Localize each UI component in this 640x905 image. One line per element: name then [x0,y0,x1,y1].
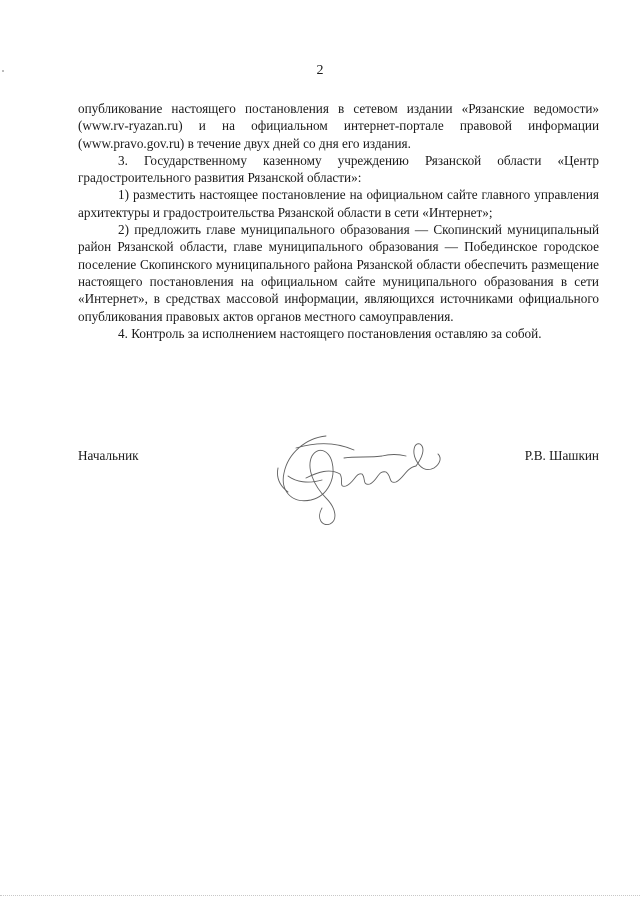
paragraph-publication: опубликование настоящего постановления в сетевом издании «Рязанские ведомости» (www.rv-ryazan.ru) и на официальном интернет-портале правовой информации (www.pravo.gov.ru) в течение двух дней со дня его издания. [78,101,599,151]
paragraph-subitem-1: 1) разместить настоящее постановление на официальном сайте главного управления архитектуры и градостроительства Рязанской области в сети «Интернет»; [78,187,599,220]
signatory-title: Начальник [78,448,139,463]
signature-block [78,448,599,538]
page-bottom-edge [0,895,640,896]
signatory-name: Р.В. Шашкин [524,448,599,463]
page-number: 2 [316,63,324,78]
handwritten-signature [266,428,456,528]
paragraph-item-4: 4. Контроль за исполнением настоящего постановления оставляю за собой. [118,325,542,341]
document-body [78,100,599,342]
paragraph-item-3: 3. Государственному казенному учреждению Рязанской области «Центр градостроительного развития Рязанской области»: [78,152,599,186]
paragraph-subitem-2: 2) предложить главе муниципального образования — Скопинский муниципальный район Рязанской области, главе муниципального образования — Побединское городское поселение Скопинского муниципального района Рязанской области обеспечить размещение настоящего постановления на официальном сайте муниципального образования в сети «Интернет», в средствах массовой информации, являющихся источниками официального опубликования правовых актов органов местного самоуправления. [78,222,599,324]
